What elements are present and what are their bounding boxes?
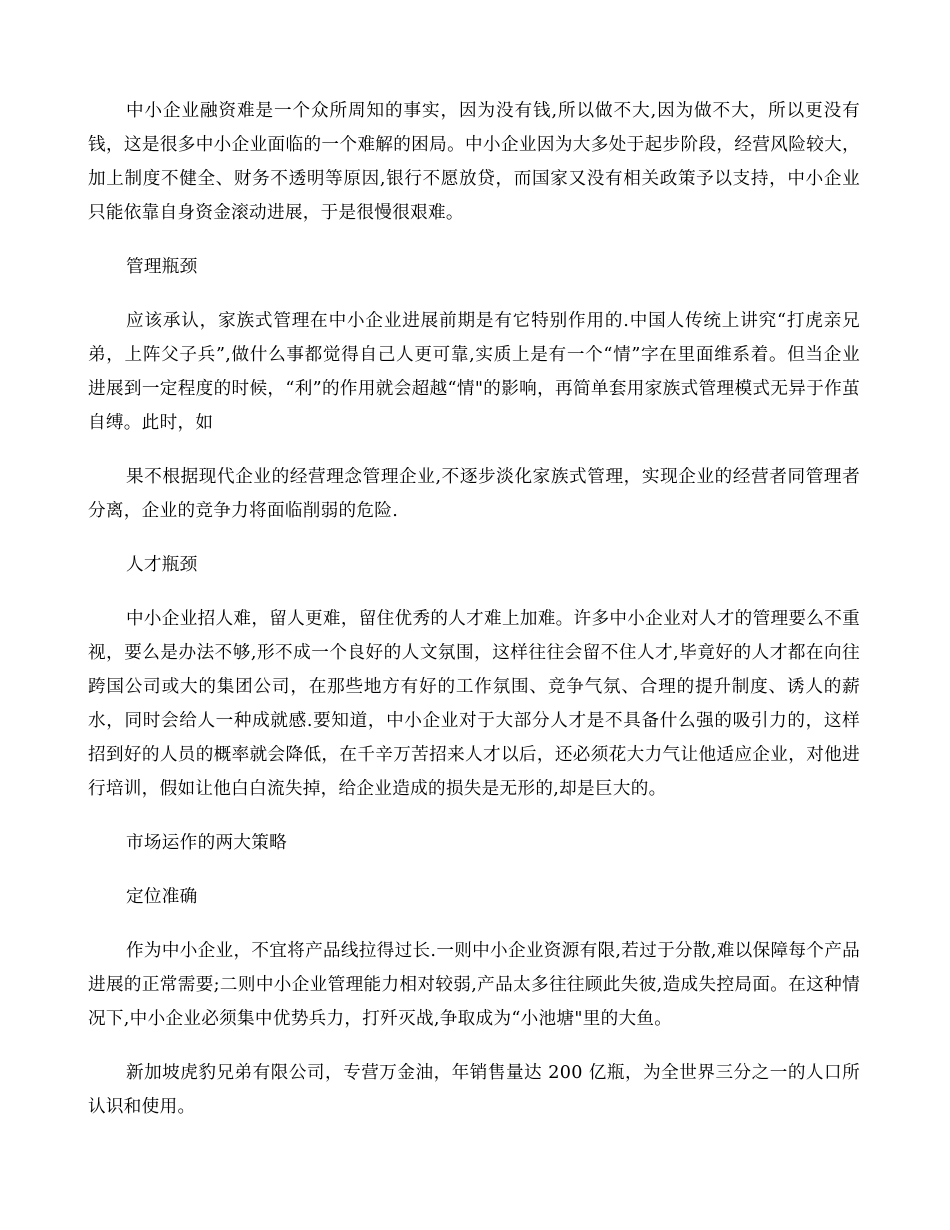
paragraph-financing-difficulty: 中小企业融资难是一个众所周知的事实，因为没有钱,所以做不大,因为做不大，所以更没有钱，这是很多中小企业面临的一个难解的困局。中小企业因为大多处于起步阶段，经营风险较大，加上制度不健全、财务不透明等原因,银行不愿放贷，而国家又没有相关政策予以支持，中小企业只能依靠自身资金滚动进展，于是很慢很艰难。 [88,101,860,223]
heading-accurate-positioning: 定位准确 [126,887,198,907]
heading-management-bottleneck: 管理瓶颈 [126,257,198,277]
paragraph-modern-management: 果不根据现代企业的经营理念管理企业,不逐步淡化家族式管理，实现企业的经营者同管理者分离，企业的竞争力将面临削弱的危险. [88,467,860,521]
paragraph-family-management: 应该承认，家族式管理在中小企业进展前期是有它特别作用的.中国人传统上讲究“打虎亲兄弟，上阵父子兵”,做什么事都觉得自己人更可靠,实质上是有一个“情”字在里面维系着。但当企业进展到一定程度的时候，“利”的作用就会超越“情"的影响，再简单套用家族式管理模式无异于作茧自缚。此时，如 [88,311,860,433]
heading-talent-bottleneck: 人才瓶颈 [126,555,198,575]
paragraph-tiger-balm-example: 新加坡虎豹兄弟有限公司，专营万金油，年销售量达 200 亿瓶，为全世界三分之一的人口所认识和使用。 [88,1063,860,1117]
paragraph-product-line: 作为中小企业，不宜将产品线拉得过长.一则中小企业资源有限,若过于分散,难以保障每个产品进展的正常需要;二则中小企业管理能力相对较弱,产品太多往往顾此失彼,造成失控局面。在这种情况下,中小企业必须集中优势兵力，打歼灭战,争取成为“小池塘"里的大鱼。 [88,941,860,1029]
paragraph-talent-retention: 中小企业招人难，留人更难，留住优秀的人才难上加难。许多中小企业对人才的管理要么不重视，要么是办法不够,形不成一个良好的人文氛围，这样往往会留不住人才,毕竟好的人才都在向往跨国公司或大的集团公司，在那些地方有好的工作氛围、竞争气氛、合理的提升制度、诱人的薪水，同时会给人一种成就感.要知道，中小企业对于大部分人才是不具备什么强的吸引力的，这样招到好的人员的概率就会降低，在千辛万苦招来人才以后，还必须花大力气让他适应企业，对他进行培训，假如让他白白流失掉，给企业造成的损失是无形的,却是巨大的。 [88,609,860,799]
heading-market-strategies: 市场运作的两大策略 [126,833,288,853]
document-body [88,94,860,1144]
